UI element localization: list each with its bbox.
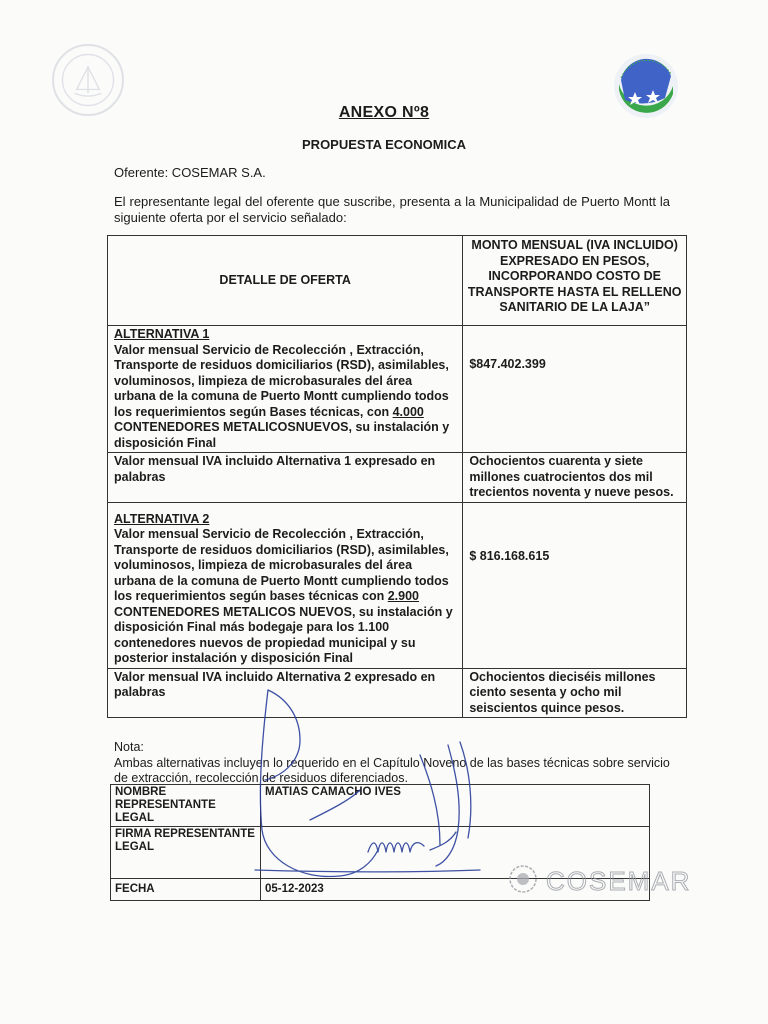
nombre-label: NOMBRE REPRESENTANTE LEGAL	[111, 785, 261, 827]
alternativa-2-row	[108, 502, 687, 668]
alternativa-1-text-b: CONTENEDORES METALICOSNUEVOS, su instalación y disposición Final	[114, 420, 450, 450]
alternativa-2-amount: $ 816.168.615	[463, 502, 687, 668]
nombre-value: MATIAS CAMACHO IVES	[261, 785, 650, 827]
alternativa-1-quantity: 4.000	[392, 404, 424, 419]
alternativa-2-description	[108, 502, 463, 668]
fecha-label: FECHA	[111, 879, 261, 901]
stamp-brand-text: COSEMAR	[546, 866, 692, 896]
alternativa-2-text-a: Valor mensual Servicio de Recolección , Extracción, Transporte de residuos domiciliarios (RSD), asimilables, voluminosos, limpieza de microbasurales del área urbana de la comuna de Puerto Montt cumpliendo todos los requerimientos según bases técnicas con	[114, 527, 449, 603]
stamp-globe-icon	[506, 862, 540, 896]
alternativa-2-text-b: CONTENEDORES METALICOS NUEVOS, su instalación y disposición Final más bodegaje para los 1.100 contenedores nuevos de propiedad municipal y su posterior instalación y disposición Final	[114, 604, 453, 665]
page-title: ANEXO Nº8	[338, 104, 430, 121]
intro-paragraph: El representante legal del oferente que suscribe, presenta a la Municipalidad de Puerto Montt la siguiente oferta por el servicio señalado:	[114, 194, 670, 225]
alternativa-2-title: ALTERNATIVA 2	[114, 511, 210, 526]
alternativa-1-text-a: Valor mensual Servicio de Recolección , Extracción, Transporte de residuos domiciliarios (RSD), asimilables, voluminosos, limpieza de microbasurales del área urbana de la comuna de Puerto Montt cumpliendo todos los requerimientos según Bases técnicas, con	[114, 342, 449, 419]
oferente-line: Oferente: COSEMAR S.A.	[114, 165, 266, 180]
alternativa-2-quantity: 2.900	[387, 589, 419, 603]
alternativa-1-words-row	[108, 453, 687, 503]
alternativa-1-title: ALTERNATIVA 1	[114, 327, 210, 341]
alternativa-1-row	[108, 326, 687, 453]
alternativa-2-words-row	[108, 668, 687, 718]
detalle-oferta-header: DETALLE DE OFERTA	[108, 236, 463, 326]
alternativa-2-words-label: Valor mensual IVA incluido Alternativa 2 expresado en palabras	[108, 668, 463, 718]
nombre-row	[111, 785, 650, 827]
page-subtitle: PROPUESTA ECONOMICA	[302, 137, 466, 152]
firma-label: FIRMA REPRESENTANTE LEGAL	[111, 827, 261, 879]
nota-label: Nota:	[114, 740, 144, 754]
offer-table	[107, 235, 687, 718]
alternativa-1-description	[108, 326, 463, 453]
alternativa-2-words-value: Ochocientos dieciséis millones ciento sesenta y ocho mil seiscientos quince pesos.	[463, 668, 687, 718]
table-header-row	[108, 236, 687, 326]
nota-text: Ambas alternativas incluyen lo requerido en el Capítulo Noveno de las bases técnicas sobre servicio de extracción, recolección de residuos diferenciados.	[114, 755, 670, 785]
cosemar-stamp-logo	[506, 862, 692, 898]
nota-block	[114, 740, 674, 787]
monto-mensual-header: MONTO MENSUAL (IVA INCLUIDO) EXPRESADO EN PESOS, INCORPORANDO COSTO DE TRANSPORTE HASTA EL RELLENO SANITARIO DE LA LAJA”	[463, 236, 687, 326]
alternativa-1-words-value: Ochocientos cuarenta y siete millones cuatrocientos dos mil trecientos noventa y nueve pesos.	[463, 453, 687, 503]
alternativa-1-words-label: Valor mensual IVA incluido Alternativa 1 expresado en palabras	[108, 453, 463, 503]
fecha-value: 05-12-2023	[261, 879, 650, 901]
alternativa-1-amount: $847.402.399	[463, 326, 687, 453]
